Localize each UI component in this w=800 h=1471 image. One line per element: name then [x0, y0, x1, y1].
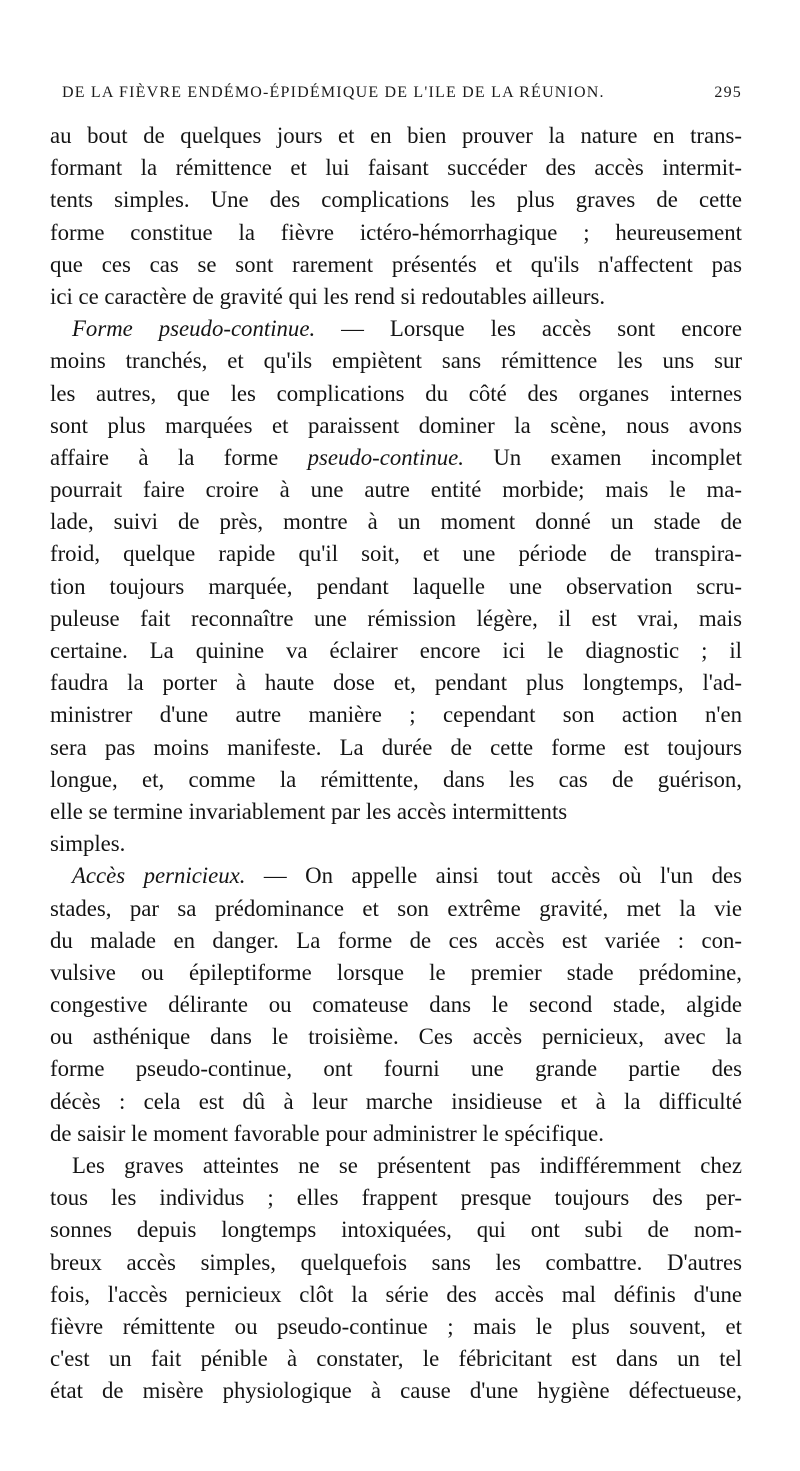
- running-head: [62, 84, 742, 112]
- text-line: [50, 410, 742, 442]
- line-text: vulsive ou épileptiforme lorsque le premier stade prédomine,: [50, 959, 742, 985]
- line-text: que ces cas se sont rarement présentés et qu'ils n'affectent pas: [50, 251, 742, 277]
- text-line: [50, 1343, 742, 1375]
- text-line: [50, 152, 742, 184]
- section-heading: Forme pseudo-continue.: [72, 316, 316, 342]
- text-line: [50, 313, 742, 345]
- text-line: [50, 184, 742, 216]
- text-line: [50, 217, 742, 249]
- text-line: [50, 1086, 742, 1118]
- line-text: au bout de quelques jours et en bien prouver la nature en trans-: [50, 123, 742, 148]
- line-text: ou asthénique dans le troisième. Ces accès pernicieux, avec la: [50, 1024, 742, 1050]
- page-number: 295: [714, 84, 742, 101]
- line-text: c'est un fait pénible à constater, le fébricitant est dans un tel: [50, 1346, 742, 1372]
- text-line: [50, 1053, 742, 1085]
- line-text: elle se termine invariablement par les accès intermittents: [50, 798, 568, 824]
- line-text: ici ce caractère de gravité qui les rend si redoutables ailleurs.: [50, 283, 606, 309]
- text-line: [50, 989, 742, 1021]
- line-text: les autres, que les complications du côté des organes internes: [50, 380, 742, 406]
- line-text: certaine. La quinine va éclairer encore ici le diagnostic ; il: [50, 638, 742, 663]
- text-line: [50, 732, 742, 764]
- text-line: [50, 1375, 742, 1407]
- line-text: état de misère physiologique à cause d'une hygiène défectueuse,: [50, 1378, 742, 1404]
- text-line: [50, 571, 742, 603]
- text-line: [50, 603, 742, 635]
- line-text: fièvre rémittente ou pseudo-continue ; mais le plus souvent, et: [50, 1313, 742, 1339]
- text-line: [50, 1279, 742, 1311]
- text-line: [50, 828, 742, 860]
- text-line: [50, 1118, 742, 1150]
- line-text: tous les individus ; elles frappent presque toujours des per-: [50, 1185, 742, 1211]
- line-text: froid, quelque rapide qu'il soit, et une période de transpira-: [50, 541, 742, 567]
- line-text: affaire à la forme: [50, 444, 308, 470]
- text-line: [50, 474, 742, 506]
- text-line: [50, 635, 742, 667]
- text-line: [50, 1021, 742, 1053]
- text-line: [50, 378, 742, 410]
- line-text: forme constitue la fièvre ictéro-hémorrhagique ; heureusement: [50, 219, 742, 245]
- text-line: [50, 506, 742, 538]
- text-line: [50, 796, 742, 828]
- line-text: sont plus marquées et paraissent dominer la scène, nous avons: [50, 412, 742, 438]
- line-text: longue, et, comme la rémittente, dans les cas de guérison,: [50, 766, 742, 792]
- line-text: puleuse fait reconnaître une rémission légère, il est vrai, mais: [50, 605, 742, 631]
- text-line: [50, 538, 742, 570]
- text-line: [50, 1247, 742, 1279]
- line-text: forme pseudo-continue, ont fourni une grande partie des: [50, 1056, 742, 1082]
- text-line: [50, 1182, 742, 1214]
- line-text: fois, l'accès pernicieux clôt la série des accès mal définis d'une: [50, 1281, 742, 1307]
- text-line: [50, 1214, 742, 1246]
- text-line: [50, 442, 742, 474]
- line-text: pourrait faire croire à une autre entité morbide; mais le ma-: [50, 477, 742, 503]
- text-line: [50, 120, 742, 152]
- text-line: [50, 860, 742, 892]
- text-line: [50, 957, 742, 989]
- section-heading: Accès pernicieux.: [72, 863, 246, 889]
- text-line: [50, 667, 742, 699]
- line-text: simples.: [50, 831, 126, 857]
- text-line: [50, 764, 742, 796]
- line-text: — On appelle ainsi tout accès où l'un des: [245, 863, 742, 889]
- text-line: [50, 1150, 742, 1182]
- line-text: faudra la porter à haute dose et, pendant plus longtemps, l'ad-: [50, 670, 742, 696]
- text-line: [50, 281, 742, 313]
- body-text: [50, 120, 742, 1408]
- inline-italic: pseudo-continue.: [307, 444, 464, 470]
- line-text: stades, par sa prédominance et son extrême gravité, met la vie: [50, 895, 742, 921]
- running-title: DE LA FIÈVRE ENDÉMO-ÉPIDÉMIQUE DE L'ILE DE LA RÉUNION.: [62, 84, 605, 101]
- line-text: — Lorsque les accès sont encore: [315, 316, 742, 342]
- text-line: [50, 345, 742, 377]
- line-text-after: Un examen incomplet: [463, 444, 742, 470]
- line-text: congestive délirante ou comateuse dans le second stade, algide: [50, 992, 742, 1018]
- line-text: ministrer d'une autre manière ; cependant son action n'en: [50, 702, 742, 728]
- line-text: tents simples. Une des complications les plus graves de cette: [50, 187, 742, 213]
- line-text: décès : cela est dû à leur marche insidieuse et à la difficulté: [50, 1088, 742, 1114]
- line-text: breux accès simples, quelquefois sans les combattre. D'autres: [50, 1249, 742, 1275]
- line-text: sonnes depuis longtemps intoxiquées, qui ont subi de nom-: [50, 1217, 742, 1243]
- line-text: lade, suivi de près, montre à un moment donné un stade de: [50, 509, 742, 535]
- text-line: [50, 699, 742, 731]
- line-text: formant la rémittence et lui faisant succéder des accès intermit-: [50, 155, 742, 181]
- line-text: moins tranchés, et qu'ils empiètent sans rémittence les uns sur: [50, 348, 742, 374]
- text-line: [50, 893, 742, 925]
- line-text: de saisir le moment favorable pour administrer le spécifique.: [50, 1120, 604, 1146]
- text-line: [50, 249, 742, 281]
- line-text: Les graves atteintes ne se présentent pas indifféremment chez: [72, 1153, 742, 1178]
- text-line: [50, 925, 742, 957]
- line-text: du malade en danger. La forme de ces accès est variée : con-: [50, 927, 742, 953]
- line-text: tion toujours marquée, pendant laquelle une observation scru-: [50, 573, 742, 599]
- line-text: sera pas moins manifeste. La durée de cette forme est toujours: [50, 734, 742, 760]
- text-line: [50, 1311, 742, 1343]
